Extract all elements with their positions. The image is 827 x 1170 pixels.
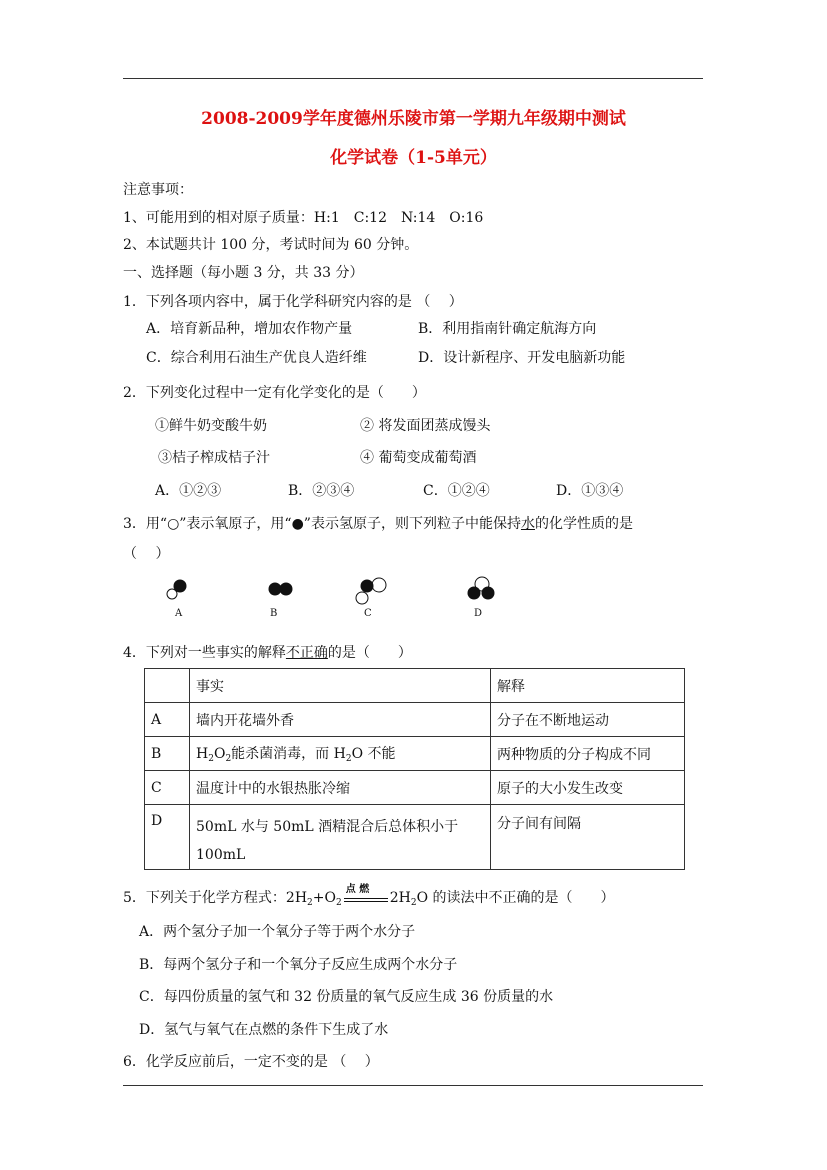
- q4-stem-pre: 4．下列对一些事实的解释: [123, 645, 286, 661]
- fact-line-1: 50mL 水与 50mL 酒精混合后总体积小于: [196, 819, 459, 835]
- molecule-label-c: C: [364, 608, 372, 619]
- page-subtitle: 化学试卷（1-5单元）: [330, 148, 497, 168]
- table-cell-fact: 温度计中的水银热胀冷缩: [190, 771, 491, 805]
- q1-option-c: C．综合利用石油生产优良人造纤维: [146, 350, 367, 366]
- facts-table: [144, 668, 685, 870]
- q1-option-d: D．设计新程序、开发电脑新功能: [418, 350, 626, 366]
- table-row: [145, 805, 685, 870]
- formula-subscript: 2: [225, 754, 232, 764]
- q3-stem-post: 的化学性质的是: [534, 516, 633, 532]
- q2-item-4: ④ 葡萄变成葡萄酒: [360, 450, 477, 466]
- section-heading: 一、选择题（每小题 3 分，共 33 分）: [123, 265, 364, 281]
- table-cell-fact: 墙内开花墙外香: [190, 703, 491, 737]
- reaction-condition: 点 燃: [345, 884, 370, 895]
- q5-option-c: C．每四份质量的氢气和 32 份质量的氧气反应生成 36 份质量的水: [139, 989, 554, 1005]
- q4-stem-underlined: 不正确: [285, 645, 328, 661]
- formula-part: +O: [312, 890, 336, 906]
- q4-stem: [123, 642, 412, 662]
- formula-part: 2H: [389, 890, 411, 906]
- formula-subscript: 2: [307, 898, 313, 908]
- notes-item-1: 1、可能用到的相对原子质量：H:1 C:12 N:14 O:16: [123, 210, 484, 226]
- table-cell-key: D: [145, 805, 190, 870]
- bottom-rule: [123, 1085, 703, 1086]
- q1-option-b: B．利用指南针确定航海方向: [418, 321, 597, 337]
- q5-stem: [123, 884, 615, 908]
- q1-option-a: A．培育新品种，增加农作物产量: [146, 321, 353, 337]
- q1-stem: 1．下列各项内容中，属于化学科研究内容的是 （ ）: [123, 294, 463, 310]
- q3-stem-pre: 3．用“○”表示氧原子，用“●”表示氢原子，则下列粒子中能保持: [123, 516, 521, 532]
- q5-stem-post: O 的读法中不正确的是（ ）: [416, 890, 615, 906]
- table-cell-explanation: 原子的大小发生改变: [491, 771, 685, 805]
- molecule-label-a: A: [175, 608, 183, 619]
- hydrogen-atom-icon: [361, 580, 374, 593]
- q6-stem: 6．化学反应前后，一定不变的是 （ ）: [123, 1054, 379, 1070]
- q2-item-3: ③桔子榨成桔子汁: [158, 450, 270, 466]
- q3-stem-underlined: 水: [520, 516, 535, 532]
- q2-option-b: B．②③④: [288, 483, 355, 499]
- table-row: [145, 703, 685, 737]
- reaction-arrow: [342, 884, 390, 902]
- hydrogen-atom-icon: [468, 587, 481, 600]
- table-header-row: [145, 669, 685, 703]
- table-cell-explanation: 分子间有间隔: [491, 805, 685, 870]
- oxygen-atom-icon: [356, 592, 368, 604]
- notes-heading: 注意事项：: [123, 182, 193, 198]
- equals-line: [344, 898, 388, 899]
- molecule-label-b: B: [270, 608, 278, 619]
- q2-option-a: A．①②③: [155, 483, 222, 499]
- table-header-cell: [145, 669, 190, 703]
- table-cell-fact: [190, 737, 491, 771]
- molecule-c: [352, 575, 392, 607]
- table-cell-fact: [190, 805, 491, 870]
- q5-option-d: D．氢气与氧气在点燃的条件下生成了水: [139, 1022, 389, 1038]
- oxygen-atom-icon: [372, 578, 386, 592]
- hydrogen-atom-icon: [280, 583, 293, 596]
- formula-part: O: [213, 746, 226, 762]
- q5-option-b: B．每两个氢分子和一个氧分子反应生成两个水分子: [139, 957, 458, 973]
- table-cell-explanation: 两种物质的分子构成不同: [491, 737, 685, 771]
- molecule-a: [164, 576, 194, 604]
- equals-line: [344, 901, 388, 902]
- q3-answer-paren: （ ）: [123, 546, 170, 562]
- formula-part: O 不能: [351, 746, 396, 762]
- table-row: [145, 771, 685, 805]
- formula-subscript: 2: [335, 898, 342, 908]
- q5-option-a: A．两个氢分子加一个氧分子等于两个水分子: [139, 924, 416, 940]
- table-header-cell: 事实: [190, 669, 491, 703]
- table-cell-key: B: [145, 737, 190, 771]
- table-cell-key: C: [145, 771, 190, 805]
- top-rule: [123, 78, 703, 79]
- notes-item-2: 2、本试题共计 100 分，考试时间为 60 分钟。: [123, 237, 419, 253]
- q2-item-1: ①鲜牛奶变酸牛奶: [155, 418, 267, 434]
- q2-stem: 2．下列变化过程中一定有化学变化的是（ ）: [123, 385, 426, 401]
- molecule-d: [464, 574, 500, 604]
- q4-stem-post: 的是（ ）: [327, 645, 412, 661]
- formula-subscript: 2: [208, 754, 214, 764]
- molecule-label-d: D: [474, 608, 483, 619]
- hydrogen-atom-icon: [482, 587, 495, 600]
- formula-subscript: 2: [410, 898, 417, 908]
- q2-option-d: D．①③④: [556, 483, 624, 499]
- formula-part: 能杀菌消毒，而 H: [231, 746, 346, 762]
- page-title: 2008-2009学年度德州乐陵市第一学期九年级期中测试: [201, 109, 626, 129]
- q2-option-c: C．①②④: [423, 483, 490, 499]
- molecule-b: [264, 578, 300, 600]
- table-cell-key: A: [145, 703, 190, 737]
- formula-part: H: [196, 746, 209, 762]
- formula-subscript: 2: [345, 754, 352, 764]
- fact-line-2: 100mL: [196, 847, 246, 863]
- table-header-cell: 解释: [491, 669, 685, 703]
- hydrogen-atom-icon: [174, 580, 187, 593]
- q5-stem-pre: 5．下列关于化学方程式：2H: [123, 890, 308, 906]
- table-row: [145, 737, 685, 771]
- q2-item-2: ② 将发面团蒸成馒头: [360, 418, 491, 434]
- q3-stem: [123, 513, 633, 533]
- table-cell-explanation: 分子在不断地运动: [491, 703, 685, 737]
